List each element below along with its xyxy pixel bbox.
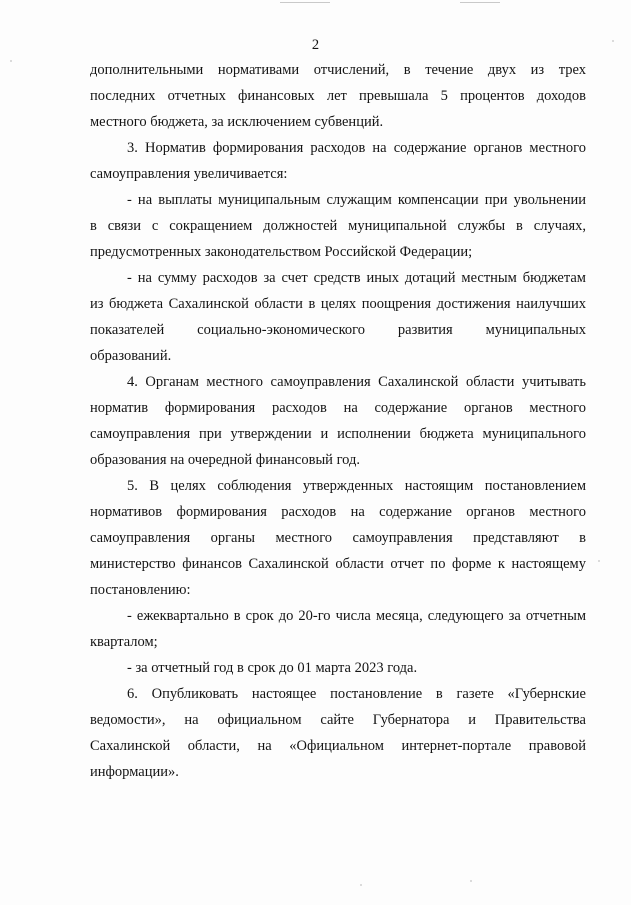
text-line: последних отчетных финансовых лет превышала 5 процентов доходов — [90, 88, 586, 104]
text-line: в связи с сокращением должностей муниципальной службы в случаях, — [90, 218, 586, 234]
text-line: постановлению: — [90, 582, 191, 598]
text-line: ведомости», на официальном сайте Губернатора и Правительства — [90, 712, 586, 728]
text-line: - на выплаты муниципальным служащим компенсации при увольнении — [127, 192, 586, 208]
text-line: местного бюджета, за исключением субвенций. — [90, 114, 384, 130]
text-line: кварталом; — [90, 634, 158, 650]
text-line: образования на очередной финансовый год. — [90, 452, 360, 468]
text-line: самоуправления органы местного самоуправления представляют в — [90, 530, 586, 546]
text-line: - ежеквартально в срок до 20-го числа месяца, следующего за отчетным — [127, 608, 586, 624]
text-line: норматив формирования расходов на содержание органов местного — [90, 400, 586, 416]
text-line: 6. Опубликовать настоящее постановление в газете «Губернские — [127, 686, 586, 702]
scan-edge-mark — [460, 2, 500, 3]
text-line: 5. В целях соблюдения утвержденных настоящим постановлением — [127, 478, 586, 494]
scan-speck — [598, 560, 600, 562]
page-number: 2 — [311, 37, 320, 53]
scan-speck — [612, 40, 614, 42]
text-line: - на сумму расходов за счет средств иных дотаций местным бюджетам — [127, 270, 586, 286]
text-line: самоуправления увеличивается: — [90, 166, 288, 182]
text-line: предусмотренных законодательством Российской Федерации; — [90, 244, 473, 260]
text-line: из бюджета Сахалинской области в целях поощрения достижения наилучших — [90, 296, 586, 312]
text-line: - за отчетный год в срок до 01 марта 2023 года. — [127, 660, 418, 676]
scan-edge-mark — [280, 2, 330, 3]
text-line: информации». — [90, 764, 179, 780]
scan-speck — [470, 880, 472, 882]
text-line: 3. Норматив формирования расходов на содержание органов местного — [127, 140, 586, 156]
text-line: нормативов формирования расходов на содержание органов местного — [90, 504, 586, 520]
text-line: Сахалинской области, на «Официальном интернет-портале правовой — [90, 738, 586, 754]
scan-speck — [10, 60, 12, 62]
text-line: 4. Органам местного самоуправления Сахалинской области учитывать — [127, 374, 586, 390]
text-line: дополнительными нормативами отчислений, в течение двух из трех — [90, 62, 586, 78]
text-line: министерство финансов Сахалинской области отчет по форме к настоящему — [90, 556, 586, 572]
scan-speck — [360, 884, 362, 886]
text-line: самоуправления при утверждении и исполнении бюджета муниципального — [90, 426, 586, 442]
text-line: образований. — [90, 348, 172, 364]
text-line: показателей социально-экономического развития муниципальных — [90, 322, 586, 338]
